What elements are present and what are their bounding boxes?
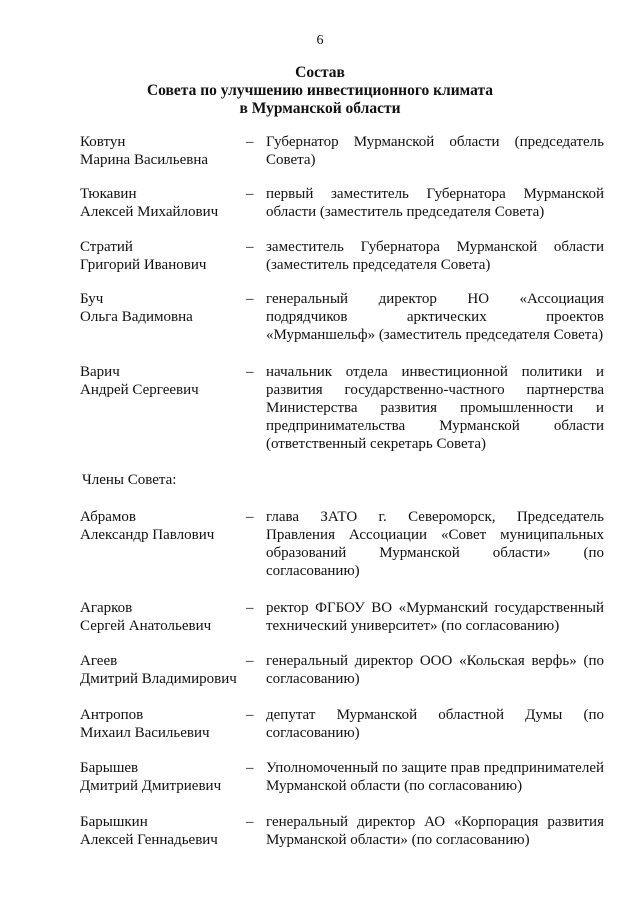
- person-surname: Буч: [80, 291, 104, 307]
- person-surname: Ковтун: [80, 134, 126, 150]
- person-surname: Агеев: [80, 653, 118, 669]
- person-role: генеральный директор НО «Ассоциация подрядчиков арктических проектов «Мурманшельф» (заместитель председателя Совета): [266, 291, 604, 343]
- person-name: [80, 185, 246, 221]
- dash-separator: –: [246, 509, 254, 525]
- roster-entry: [80, 599, 604, 635]
- person-given-names: Михаил Васильевич: [80, 725, 210, 741]
- person-name: [80, 133, 246, 169]
- person-role: депутат Мурманской областной Думы (по согласованию): [266, 707, 604, 741]
- person-role: генеральный директор АО «Корпорация развития Мурманской области» (по согласованию): [266, 814, 604, 848]
- roster-entry: [80, 290, 604, 344]
- dash-separator: –: [246, 134, 254, 150]
- dash-separator: –: [246, 760, 254, 776]
- person-surname: Абрамов: [80, 509, 136, 525]
- person-given-names: Григорий Иванович: [80, 257, 207, 273]
- roster-entry: [80, 759, 604, 795]
- person-surname: Антропов: [80, 707, 144, 723]
- dash-separator: –: [246, 653, 254, 669]
- person-surname: Агарков: [80, 600, 133, 616]
- roster-entry: [80, 185, 604, 221]
- dash-separator: –: [246, 814, 254, 830]
- person-given-names: Марина Васильевна: [80, 152, 209, 168]
- person-surname: Тюкавин: [80, 186, 137, 202]
- person-role: Уполномоченный по защите прав предпринимателей Мурманской области (по согласованию): [266, 760, 604, 794]
- person-role: глава ЗАТО г. Североморск, Председатель Правления Ассоциации «Совет муниципальных образований Мурманской области» (по согласованию): [266, 509, 604, 579]
- roster-entry: [80, 238, 604, 274]
- roster-entry: [80, 133, 604, 169]
- dash-separator: –: [246, 600, 254, 616]
- council-roster: [80, 133, 604, 849]
- person-role: генеральный директор ООО «Кольская верфь» (по согласованию): [266, 653, 604, 687]
- person-name: [80, 508, 246, 580]
- dash-separator: –: [246, 291, 254, 307]
- person-given-names: Александр Павлович: [80, 527, 215, 543]
- person-given-names: Андрей Сергеевич: [80, 382, 199, 398]
- person-name: [80, 290, 246, 344]
- person-name: [80, 706, 246, 742]
- person-surname: Варич: [80, 364, 120, 380]
- person-role: первый заместитель Губернатора Мурманской области (заместитель председателя Совета): [266, 186, 604, 220]
- roster-entry: [80, 706, 604, 742]
- person-given-names: Сергей Анатольевич: [80, 618, 212, 634]
- person-role: Губернатор Мурманской области (председатель Совета): [266, 134, 604, 168]
- person-name: [80, 238, 246, 274]
- dash-separator: –: [246, 364, 254, 380]
- person-role: ректор ФГБОУ ВО «Мурманский государственный технический университет» (по согласованию): [266, 600, 604, 634]
- person-given-names: Алексей Геннадьевич: [80, 832, 218, 848]
- person-given-names: Дмитрий Владимирович: [80, 671, 237, 687]
- title-line-1: Состав: [295, 64, 345, 81]
- roster-entry: [80, 652, 604, 688]
- person-given-names: Ольга Вадимовна: [80, 309, 193, 325]
- person-role: начальник отдела инвестиционной политики и развития государственно-частного партнерства Министерства развития промышленности и предпринимательства Мурманской области (ответственный секретарь Совета): [266, 364, 604, 452]
- person-name: [80, 759, 246, 795]
- title-line-3: в Мурманской области: [239, 100, 401, 117]
- roster-entry: [80, 363, 604, 453]
- dash-separator: –: [246, 707, 254, 723]
- dash-separator: –: [246, 239, 254, 255]
- document-title: [0, 64, 640, 118]
- page-number: 6: [316, 33, 324, 48]
- person-name: [80, 599, 246, 635]
- person-surname: Стратий: [80, 239, 133, 255]
- title-line-2: Совета по улучшению инвестиционного климата: [146, 82, 494, 99]
- roster-entry: [80, 508, 604, 580]
- person-name: [80, 652, 246, 688]
- person-surname: Барышев: [80, 760, 139, 776]
- person-role: заместитель Губернатора Мурманской области (заместитель председателя Совета): [266, 239, 604, 273]
- person-name: [80, 813, 246, 849]
- person-given-names: Дмитрий Дмитриевич: [80, 778, 222, 794]
- person-given-names: Алексей Михайлович: [80, 204, 219, 220]
- person-surname: Барышкин: [80, 814, 148, 830]
- dash-separator: –: [246, 186, 254, 202]
- person-name: [80, 363, 246, 453]
- members-section-label: Члены Совета:: [82, 472, 177, 488]
- roster-entry: [80, 813, 604, 849]
